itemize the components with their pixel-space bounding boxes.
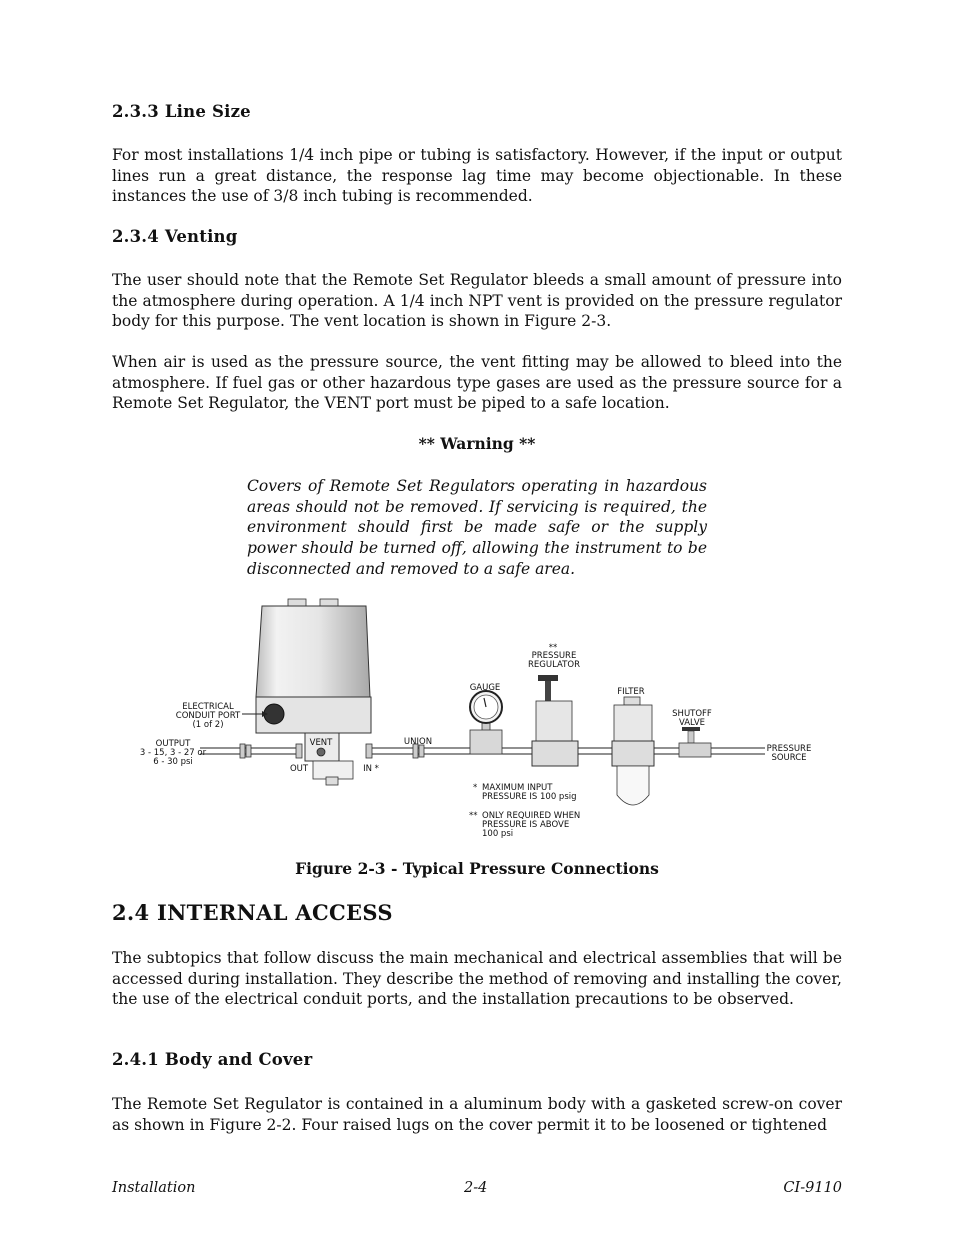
gauge-icon xyxy=(470,691,502,754)
heading-venting: 2.3.4 Venting xyxy=(112,227,238,246)
footer-section: Installation xyxy=(112,1180,196,1196)
label-pressure-regulator-2: REGULATOR xyxy=(528,660,580,670)
label-shutoff-1: SHUTOFF xyxy=(672,709,712,719)
figure-caption: Figure 2-3 - Typical Pressure Connections xyxy=(295,859,659,878)
footer-doc-id: CI-9110 xyxy=(783,1180,842,1196)
filter-icon xyxy=(612,697,654,805)
heading-internal-access: 2.4 INTERNAL ACCESS xyxy=(112,900,393,925)
label-vent: VENT xyxy=(309,738,333,748)
label-output-1: OUTPUT xyxy=(155,739,191,749)
pressure-regulator-icon xyxy=(532,675,578,766)
paragraph-venting-1: The user should note that the Remote Set Regulator bleeds a small amount of pressure into the atmosphere during operation. A 1/4 inch NPT vent is provided on the pressure regulator body for this purpose. The vent location is shown in Figure 2-3. xyxy=(112,271,842,331)
label-filter: FILTER xyxy=(617,687,645,697)
heading-body-cover: 2.4.1 Body and Cover xyxy=(112,1050,313,1069)
heading-line-size: 2.3.3 Line Size xyxy=(112,102,251,121)
paragraph-venting-2: When air is used as the pressure source, the vent fitting may be allowed to bleed into the atmosphere. If fuel gas or other hazardous type gases are used as the pressure source for a Remote Set Regulator, the VENT port must be piped to a safe location. xyxy=(112,353,842,413)
label-source-1: PRESSURE xyxy=(766,744,812,754)
remote-set-regulator-icon xyxy=(256,599,372,785)
label-conduit-3: (1 of 2) xyxy=(192,720,224,730)
label-conduit-2: CONDUIT PORT xyxy=(175,711,241,721)
footer-page-number: 2-4 xyxy=(464,1180,488,1196)
output-fitting-icon xyxy=(240,744,251,758)
note-1-line-2: PRESSURE IS 100 psig xyxy=(482,792,577,802)
note-2-star: ** xyxy=(469,811,478,821)
paragraph-body-cover: The Remote Set Regulator is contained in a aluminum body with a gasketed screw-on cover as shown in Figure 2-2. Four raised lugs on the cover permit it to be loosened or tightened xyxy=(112,1095,842,1134)
label-union: UNION xyxy=(403,737,433,747)
paragraph-internal-access: The subtopics that follow discuss the main mechanical and electrical assemblies that will be accessed during installation. They describe the method of removing and installing the cover, the use of the electrical conduit ports, and the installation precautions to be observed. xyxy=(112,949,842,1009)
label-source-2: SOURCE xyxy=(771,753,807,763)
warning-title: ** Warning ** xyxy=(418,434,536,453)
note-2-line-3: 100 psi xyxy=(482,829,514,839)
note-1-line-1: MAXIMUM INPUT xyxy=(482,783,553,793)
paragraph-line-size: For most installations 1/4 inch pipe or tubing is satisfactory. However, if the input or output lines run a great distance, the response lag time may become objectionable. In these instances the use of 3/8 inch tubing is recommended. xyxy=(112,146,842,206)
label-pressure-regulator-1: PRESSURE xyxy=(531,651,577,661)
label-gauge: GAUGE xyxy=(469,683,501,693)
label-output-3: 6 - 30 psi xyxy=(153,757,193,767)
warning-text: Covers of Remote Set Regulators operating in hazardous areas should not be removed. If servicing is required, the environment should first be made safe or the supply power should be turned off, allowing the instrument to be disconnected and removed to a safe area. xyxy=(247,477,707,578)
label-in: IN * xyxy=(363,764,379,774)
label-pressure-regulator-stars: ** xyxy=(548,643,558,653)
label-conduit-1: ELECTRICAL xyxy=(182,702,234,712)
label-output-2: 3 - 15, 3 - 27 or xyxy=(139,748,207,758)
label-shutoff-2: VALVE xyxy=(678,718,706,728)
label-out: OUT xyxy=(289,764,309,774)
shutoff-valve-icon xyxy=(679,727,711,757)
note-2-line-2: PRESSURE IS ABOVE xyxy=(482,820,570,830)
note-2-line-1: ONLY REQUIRED WHEN xyxy=(482,811,581,821)
note-1-star: * xyxy=(473,783,478,793)
